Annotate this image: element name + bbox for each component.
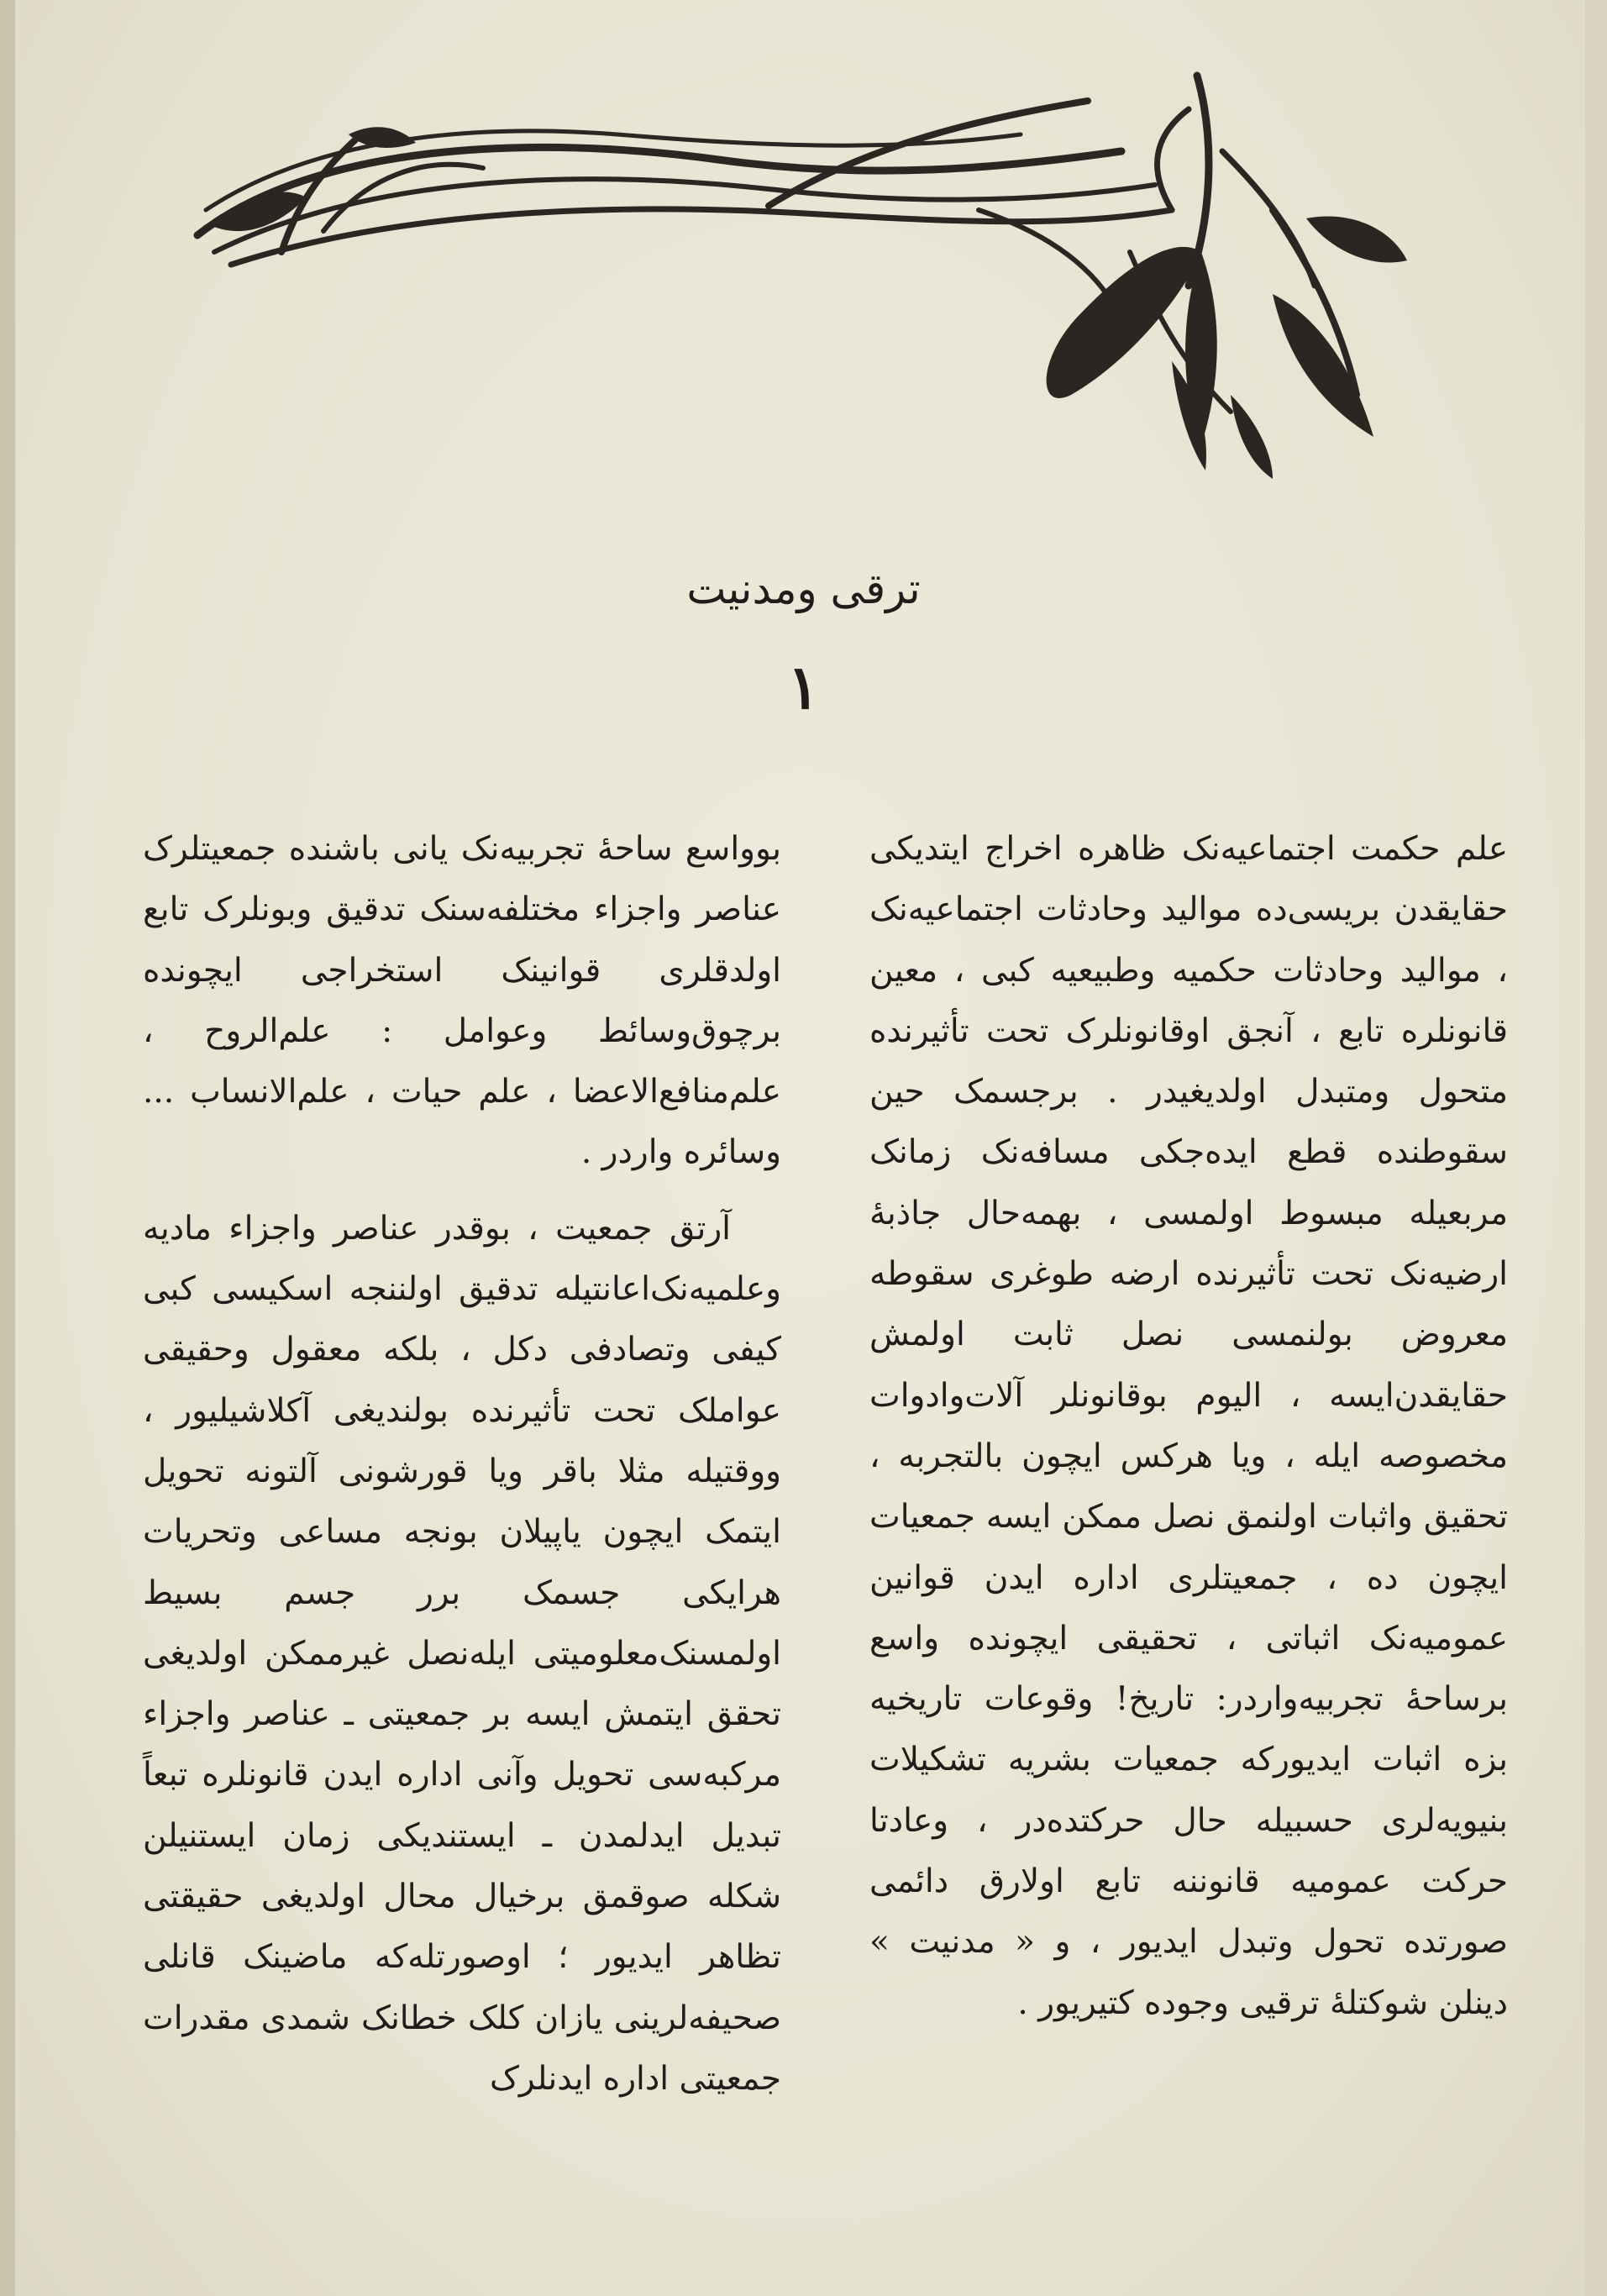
paragraph: بوواسع ساحهٔ تجربیه‌نک یانی باشنده جمعیتلرک عناصر واجزاء مختلفه‌سنک تدقیق وبونلرک تابع اولدقلری قوانینک استخراجی ایچونده برچوق‌وسائط وعوامل : علم‌الروح ، علم‌منافع‌الاعضا ، علم حیات ، علم‌الانساب ... وسائره واردر .	[143, 830, 781, 1172]
article-number: ١	[787, 651, 820, 722]
text-column-left	[143, 819, 781, 2109]
page-edge-right	[1585, 0, 1607, 2296]
paragraph: علم حکمت اجتماعیه‌نک ظاهره اخراج ایتدیکی حقایقدن بریسی‌ده موالید وحادثات اجتماعیه‌نک ، موالید وحادثات حکمیه وطبیعیه کبی ، معین قانونلره تابع ، آنجق اوقانونلرک تحت تأثیرنده متحول ومتبدل اولدیغیدر . برجسمک حین سقوطنده قطع ایده‌جکی مسافه‌نک زمانک مربعیله مبسوط اولمسی ، بهمه‌حال جاذبهٔ ارضیه‌نک تحت تأثیرنده ارضه طوغری سقوطه معروض بولنمسی نصل ثابت اولمش حقایقدن‌ایسه ، الیوم بوقانونلر آلات‌وادوات مخصوصه ایله ، ویا هرکس ایچون بالتجربه ، تحقیق واثبات اولنمق نصل ممکن ایسه جمعیات ایچون ده ، جمعیتلری اداره ایدن قوانین عمومیه‌نک اثباتی ، تحقیقی ایچونده واسع برساحهٔ تجربیه‌واردر: تاریخ! وقوعات تاریخیه بزه اثبات ایدیورکه جمعیات بشریه تشکیلات بنیویه‌لری حسبیله حال حرکتده‌در ، وعادتا حرکت عمومیه قانوننه تابع اولارق دائمی صورتده تحول وتبدل ایدیور ، و « مدنیت » دینلن شوکتلهٔ ترقیی وجوده کتیریور .	[869, 830, 1508, 2022]
paragraph: آرتق جمعیت ، بوقدر عناصر واجزاء مادیه وعلمیه‌نک‌اعانتیله تدقیق اولننجه اسکیسی کبی کیفی وتصادفی دکل ، بلکه معقول وحقیقی عواملک تحت تأثیرنده بولندیغی آکلاشیلیور ، ووقتیله مثلا باقر ویا قورشونی آلتونه تحویل ایتمک ایچون یاپیلان بونجه مساعی وتحریات هرایکی جسمک برر جسم بسیط اولمسنک‌معلومیتی ایله‌نصل غیرممکن اولدیغی تحقق ایتمش ایسه بر جمعیتی ـ عناصر واجزاء مرکبه‌سی تحویل وآنی اداره ایدن قانونلره تبعاً تبدیل ایدلمدن ـ ایستندیکی زمان ایستنیلن شکله صوقمق برخیال محال اولدیغی حقیقتی تظاهر ایدیور ؛ اوصورتله‌که ماضینک قانلی صحیفه‌لرینی یازان کلک خطانک شمدی مقدرات جمعیتی اداره ایدنلرک	[143, 1209, 781, 2098]
art-nouveau-floral-ornament	[181, 42, 1424, 479]
page-edge-left	[0, 0, 15, 2296]
article-title: ترقی ومدنیت	[686, 565, 921, 613]
text-column-right	[869, 819, 1508, 2034]
